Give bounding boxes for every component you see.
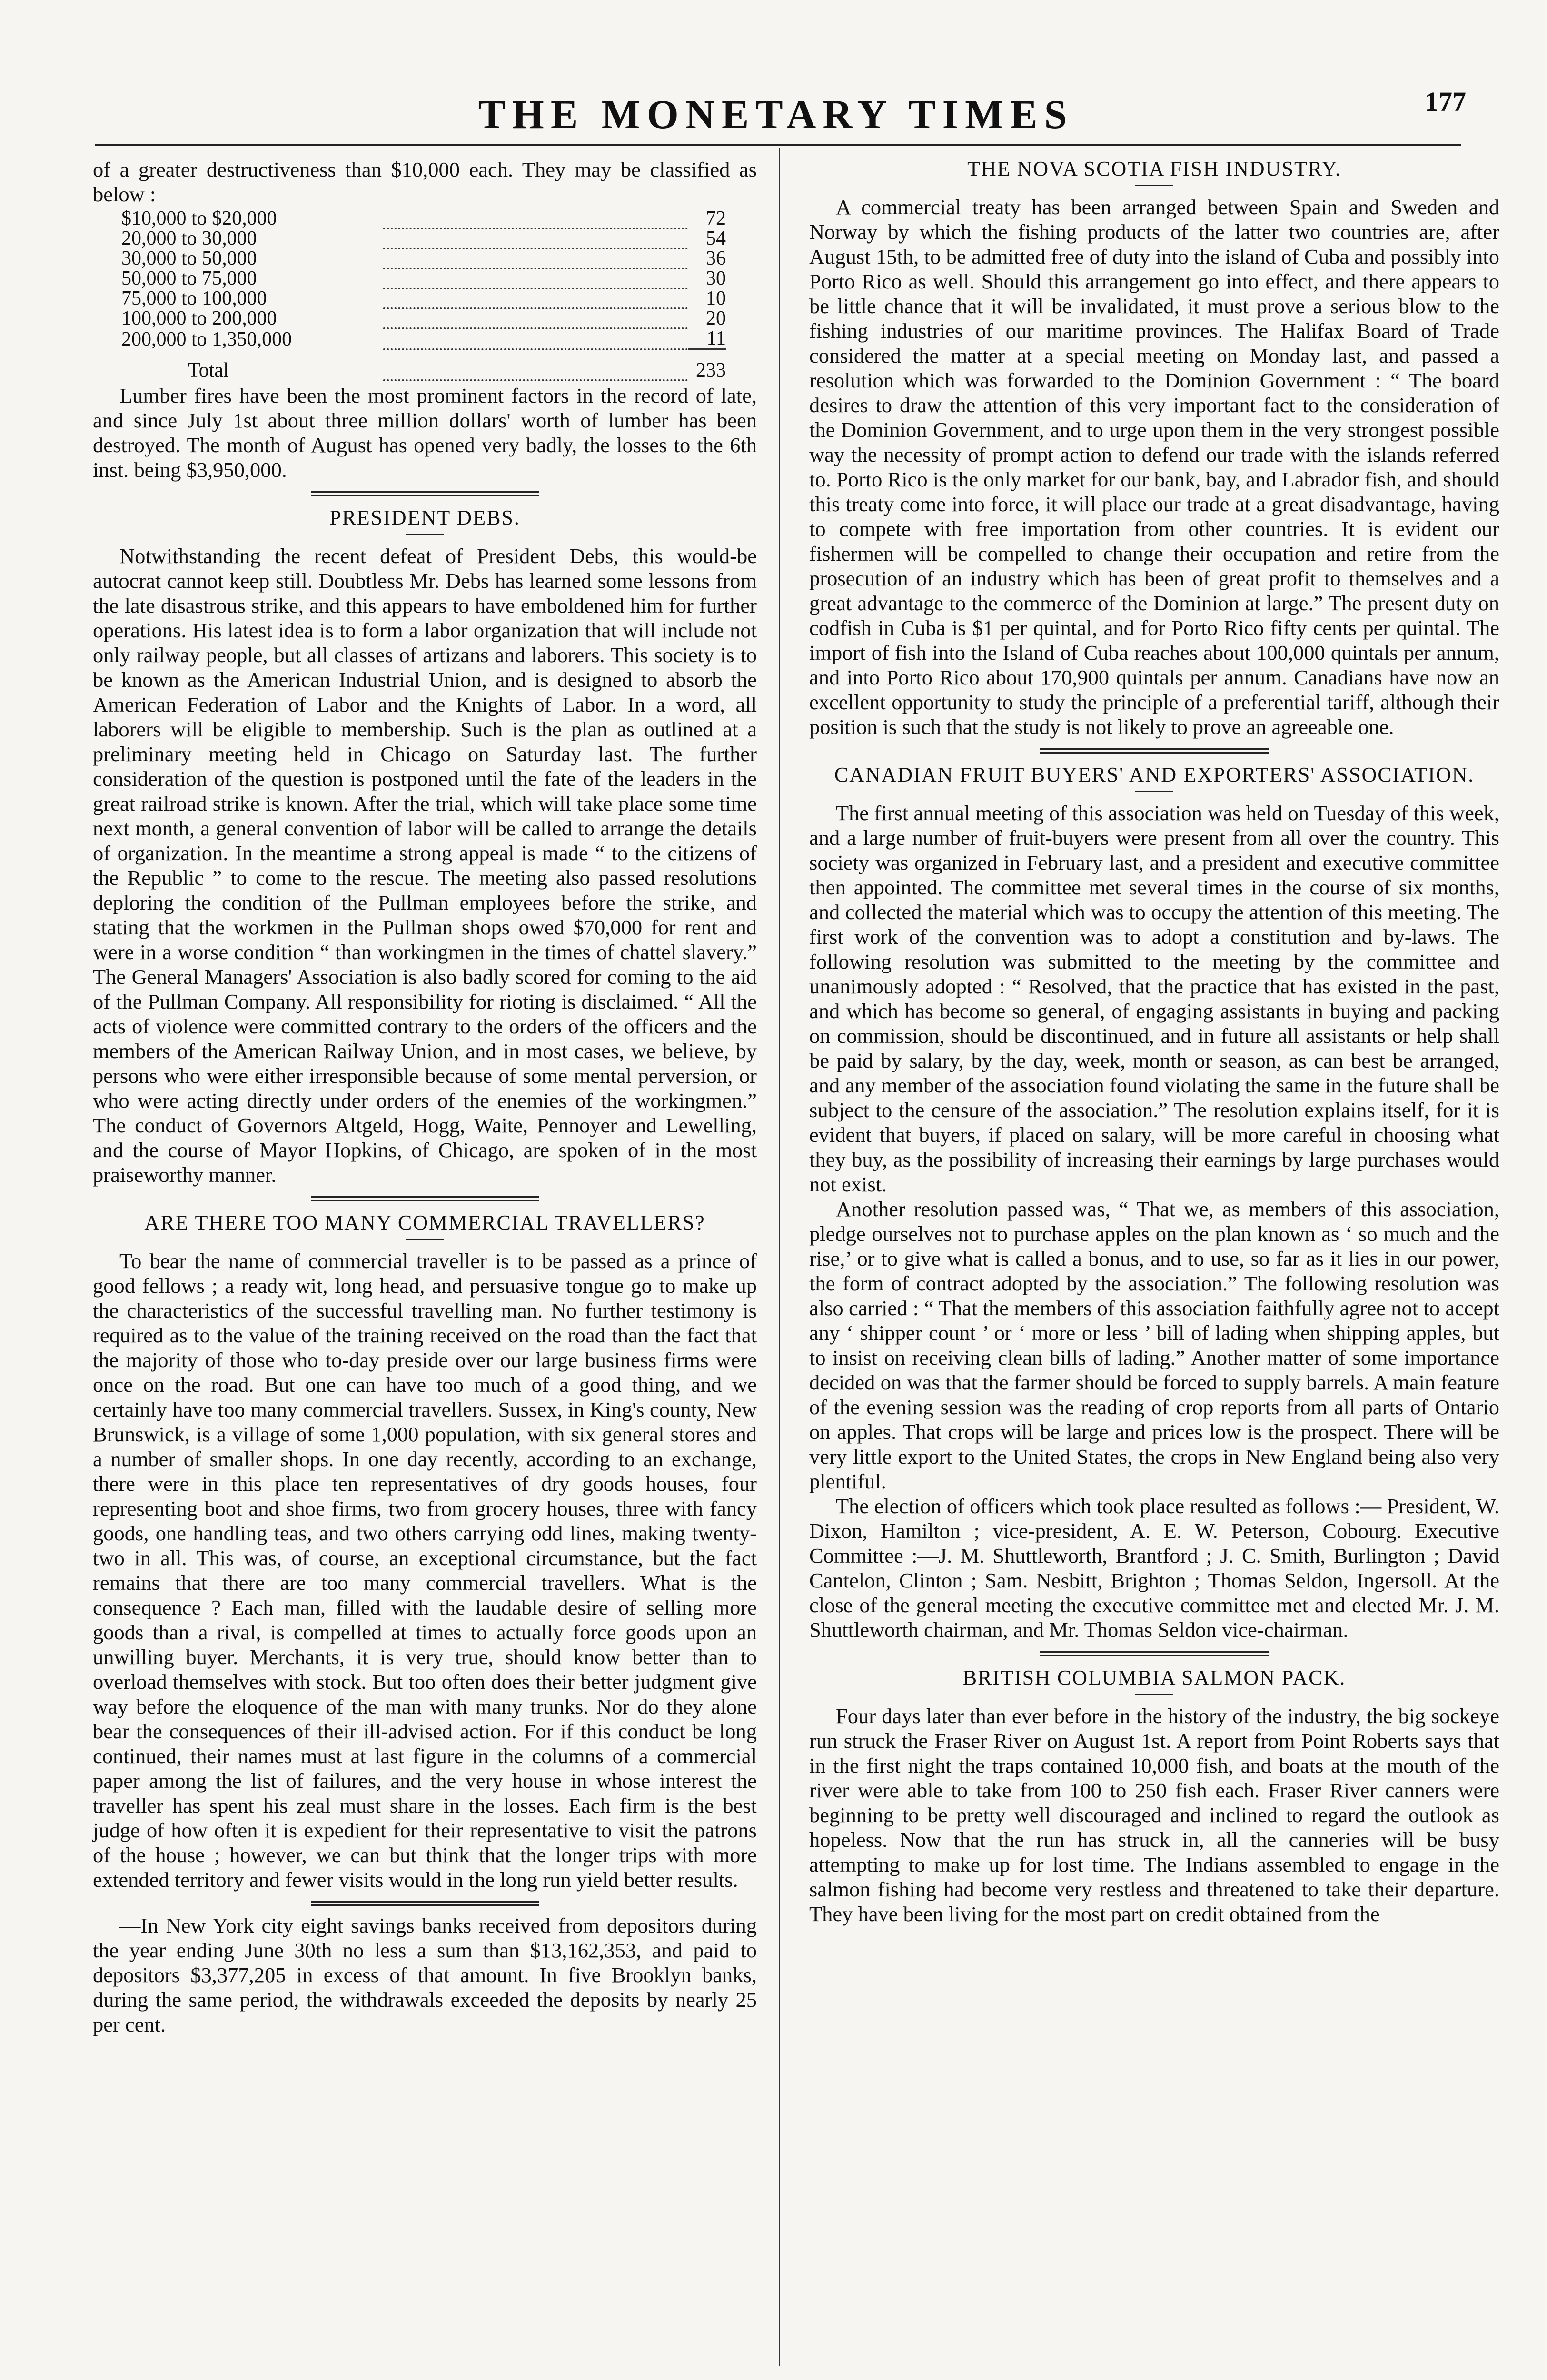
loss-table-row	[121, 288, 726, 308]
loss-table-row	[121, 248, 726, 268]
article-body-president-debs: Notwithstanding the recent defeat of President Debs, this would-be autocrat cannot keep still. Doubtless Mr. Debs has learned some lessons from the late disastrous strike, and this appears to have emboldened him for further operations. His latest idea is to form a labor organization that will include not only railway people, but all classes of artizans and laborers. This society is to be known as the American Industrial Union, and is designed to absorb the American Federation of Labor and the Knights of Labor. In a word, all laborers will be eligible to membership. Such is the plan as outlined at a preliminary meeting held in Chicago on Saturday last. The further consideration of the question is postponed until the fate of the leaders in the great railroad strike is known. After the trial, which will take place some time next month, a general convention of labor will be called to arrange the details of organization. In the meantime a strong appeal is made “ to the citizens of the Republic ” to come to the rescue. The meeting also passed resolutions deploring the condition of the Pullman employees before the strike, and stating that the workmen in the Pullman shops owed $70,000 for rent and were in a worse condition “ than workingmen in the times of chattel slavery.” The General Managers' Association is also badly scored for coming to the aid of the Pullman Company. All responsibility for rioting is disclaimed. “ All the acts of violence were committed contrary to the orders of the officers and the members of the American Railway Union, and in most cases, we believe, by persons who were either irresponsible because of some mental perversion, or who were acting directly under orders of the enemies of the workingmen.” The conduct of Governors Altgeld, Hogg, Waite, Pennoyer and Lewelling, and the course of Mayor Hopkins, of Chicago, are spoken of in the most praiseworthy manner.	[93, 544, 757, 1187]
loss-total-label: Total	[188, 359, 229, 381]
article-heading-commercial-travellers: ARE THERE TOO MANY COMMERCIAL TRAVELLERS?	[144, 1211, 705, 1234]
article-heading-president-debs: PRESIDENT DEBS.	[329, 506, 520, 529]
section-divider	[311, 491, 539, 496]
loss-count: 72	[706, 208, 726, 229]
article-heading-salmon-pack: BRITISH COLUMBIA SALMON PACK.	[962, 1666, 1346, 1689]
article-body-salmon-pack: Four days later than ever before in the history of the industry, the big sockeye run struck the Fraser River on August 1st. A report from Point Roberts says that in the first night the traps contained 10,000 fish, and boats at the mouth of the river were able to take from 100 to 250 fish each. Fraser River canners were beginning to be pretty well discouraged and inclined to regard the outlook as hopeless. Now that the run has struck in, all the canneries will be busy attempting to make up for lost time. The Indians assembled to engage in the salmon fishing had become very restless and threatened to take their departure. They have been living for the most part on credit obtained from the	[809, 1704, 1499, 1926]
loss-range: 30,000 to 50,000	[121, 248, 257, 269]
loss-range: $10,000 to $20,000	[121, 208, 277, 229]
section-divider	[1040, 748, 1269, 754]
masthead	[86, 86, 1466, 143]
loss-total-row	[121, 349, 726, 381]
heading-rule	[406, 1239, 444, 1240]
loss-count: 30	[706, 268, 726, 289]
loss-range: 100,000 to 200,000	[121, 307, 277, 329]
article-body-fish-industry: A commercial treaty has been arranged between Spain and Sweden and Norway by which the fishing products of the latter two countries are, after August 15th, to be admitted free of duty into the island of Cuba and possibly into Porto Rico as well. Should this arrangement go into effect, and there appears to be little chance that it will be invalidated, it must prove a serious blow to the fishing industries of our maritime provinces. The Halifax Board of Trade considered the matter at a special meeting on Monday last, and passed a resolution which was forwarded to the Dominion Government : “ The board desires to draw the attention of this very important fact to the consideration of the Dominion Government, and to urge upon them in the very strongest possible way the necessity of prompt action to defend our trade with the islands referred to. Porto Rico is the only market for our bank, bay, and Labrador fish, and should this treaty come into force, it will place our trade at a great disadvantage, having to compete with free importation from other countries. It is evident our fishermen will be compelled to change their occupation and retire from the prosecution of an industry which has been of great profit to themselves and a great advantage to the commerce of the Dominion at large.” The present duty on codfish in Cuba is $1 per quintal, and for Porto Rico fifty cents per quintal. The import of fish into the Island of Cuba reaches about 100,000 quintals per annum, and into Porto Rico about 170,900 quintals per annum. Canadians have now an excellent opportunity to study the principle of a preferential tariff, although their position is such that the study is not likely to prove an agreeable one.	[809, 195, 1499, 739]
fire-loss-table	[121, 208, 726, 381]
lumber-paragraph: Lumber fires have been the most prominent factors in the record of late, and since July 1st about three million dollars' worth of lumber has been destroyed. The month of August has opened very badly, the losses to the 6th inst. being $3,950,000.	[93, 384, 757, 482]
article-body-fruit-buyers-1: The first annual meeting of this association was held on Tuesday of this week, and a large number of fruit-buyers were present from all over the country. This society was organized in February last, and a president and executive committee then appointed. The committee met several times in the course of six months, and collected the material which was to occupy the attention of this meeting. The first work of the convention was to adopt a constitution and by-laws. The following resolution was submitted to the meeting by the committee and unanimously adopted : “ Resolved, that the practice that has existed in the past, and which has become so general, of engaging assistants in buying and packing on commission, should be discontinued, and in future all assistants or help shall be paid by salary, by the day, week, month or season, as can best be arranged, and any member of the association found violating the same in the future shall be subject to the censure of the association.” The resolution explains itself, for it is evident that buyers, if placed on salary, will be more careful in choosing what they buy, as the possibility of increasing their earnings by large purchases would not exist.	[809, 801, 1499, 1196]
heading-rule	[406, 534, 444, 535]
loss-table-row	[121, 228, 726, 248]
loss-table-row	[121, 308, 726, 328]
loss-table-row	[121, 268, 726, 288]
loss-count: 54	[706, 228, 726, 249]
loss-range: 20,000 to 30,000	[121, 228, 257, 249]
column-divider	[779, 148, 780, 2366]
loss-count: 11	[706, 327, 726, 349]
article-heading-fish-industry: THE NOVA SCOTIA FISH INDUSTRY.	[967, 157, 1341, 180]
section-divider	[1040, 1651, 1269, 1656]
loss-count: 10	[706, 288, 726, 309]
loss-range: 75,000 to 100,000	[121, 288, 267, 309]
loss-count: 20	[706, 307, 726, 329]
loss-range: 200,000 to 1,350,000	[121, 328, 292, 350]
article-body-fruit-buyers-2: Another resolution passed was, “ That we, as members of this association, pledge ourselves not to purchase apples on the plan known as ‘ so much and the rise,’ or to give what is called a bonus, and to use, so far as it lies in our power, the form of contract adopted by the association.” The following resolution was also carried : “ That the members of this association faithfully agree not to accept any ‘ shipper count ’ or ‘ more or less ’ bill of lading when shipping apples, but to insist on receiving clean bills of lading.” Another matter of some importance decided on was that the farmer should be forced to supply barrels. A main feature of the evening session was the reading of crop reports from all parts of Ontario on apples. That crops will be large and prices low is the prospect. There will be very little export to the United States, the crops in New England being also very plentiful.	[809, 1197, 1499, 1493]
article-heading-fruit-buyers: CANADIAN FRUIT BUYERS' AND EXPORTERS' ASSOCIATION.	[834, 763, 1475, 786]
section-divider	[311, 1901, 539, 1906]
intro-text: of a greater destructiveness than $10,000 each. They may be classified as below :	[93, 158, 757, 206]
article-body-fruit-buyers-3: The election of officers which took place resulted as follows :— President, W. Dixon, Hamilton ; vice-president, A. E. W. Peterson, Cobourg. Executive Committee :—J. M. Shuttleworth, Brantford ; J. C. Smith, Burlington ; David Cantelon, Clinton ; Sam. Nesbitt, Brighton ; Thomas Seldon, Ingersoll. At the close of the general meeting the executive committee met and elected Mr. J. M. Shuttleworth chairman, and Mr. Thomas Seldon vice-chairman.	[809, 1494, 1499, 1642]
heading-rule	[1135, 1694, 1173, 1695]
article-body-commercial-travellers: To bear the name of commercial traveller is to be passed as a prince of good fellows ; a ready wit, long head, and persuasive tongue go to make up the characteristics of the successful travelling man. No further testimony is required as to the value of the training received on the road than the fact that the majority of those who to-day preside over our large business firms were once on the road. But one can have too much of a good thing, and we certainly have too many commercial travellers. Sussex, in King's county, New Brunswick, is a village of some 1,000 population, with six general stores and a number of smaller shops. In one day recently, according to an exchange, there were in this place ten representatives of dry goods houses, four representing boot and shoe firms, two from grocery houses, three with fancy goods, one handling teas, and two others carrying odd lines, making twenty-two in all. This was, of course, an exceptional circumstance, but the fact remains that there are too many commercial travellers. What is the consequence ? Each man, filled with the laudable desire of selling more goods than a rival, is compelled at times to actually force goods upon an unwilling buyer. Merchants, it is very true, should know better than to overload themselves with stock. But too often does their better judgment give way before the eloquence of the man with many trunks. Nor do they alone bear the consequences of their ill-advised action. For if this conduct be long continued, their names must at last figure in the columns of a commercial paper among the list of failures, and the very house in whose interest the traveller has spent his zeal must share in the losses. Each firm is the best judge of how often it is expedient for their representative to visit the patrons of the house ; however, we can but think that the longer trips with more extended territory and fewer visits would in the long run yield better results.	[93, 1249, 757, 1892]
left-column	[93, 157, 757, 2037]
heading-rule	[1135, 791, 1173, 792]
loss-count: 36	[706, 248, 726, 269]
loss-table-row	[121, 208, 726, 228]
section-divider	[311, 1196, 539, 1201]
savings-banks-paragraph: —In New York city eight savings banks received from depositors during the year ending June 30th no less a sum than $13,162,353, and paid to depositors $3,377,205 in excess of that amount. In five Brooklyn banks, during the same period, the withdrawals exceeded the deposits by nearly 25 per cent.	[93, 1914, 757, 2036]
masthead-rule	[95, 144, 1461, 146]
heading-rule	[1135, 185, 1173, 186]
right-column	[809, 157, 1499, 1926]
loss-range: 50,000 to 75,000	[121, 268, 257, 289]
newspaper-title: THE MONETARY TIMES	[478, 91, 1074, 137]
loss-table-row	[121, 328, 726, 349]
loss-total-value: 233	[688, 349, 726, 381]
page-number: 177	[1425, 86, 1466, 117]
